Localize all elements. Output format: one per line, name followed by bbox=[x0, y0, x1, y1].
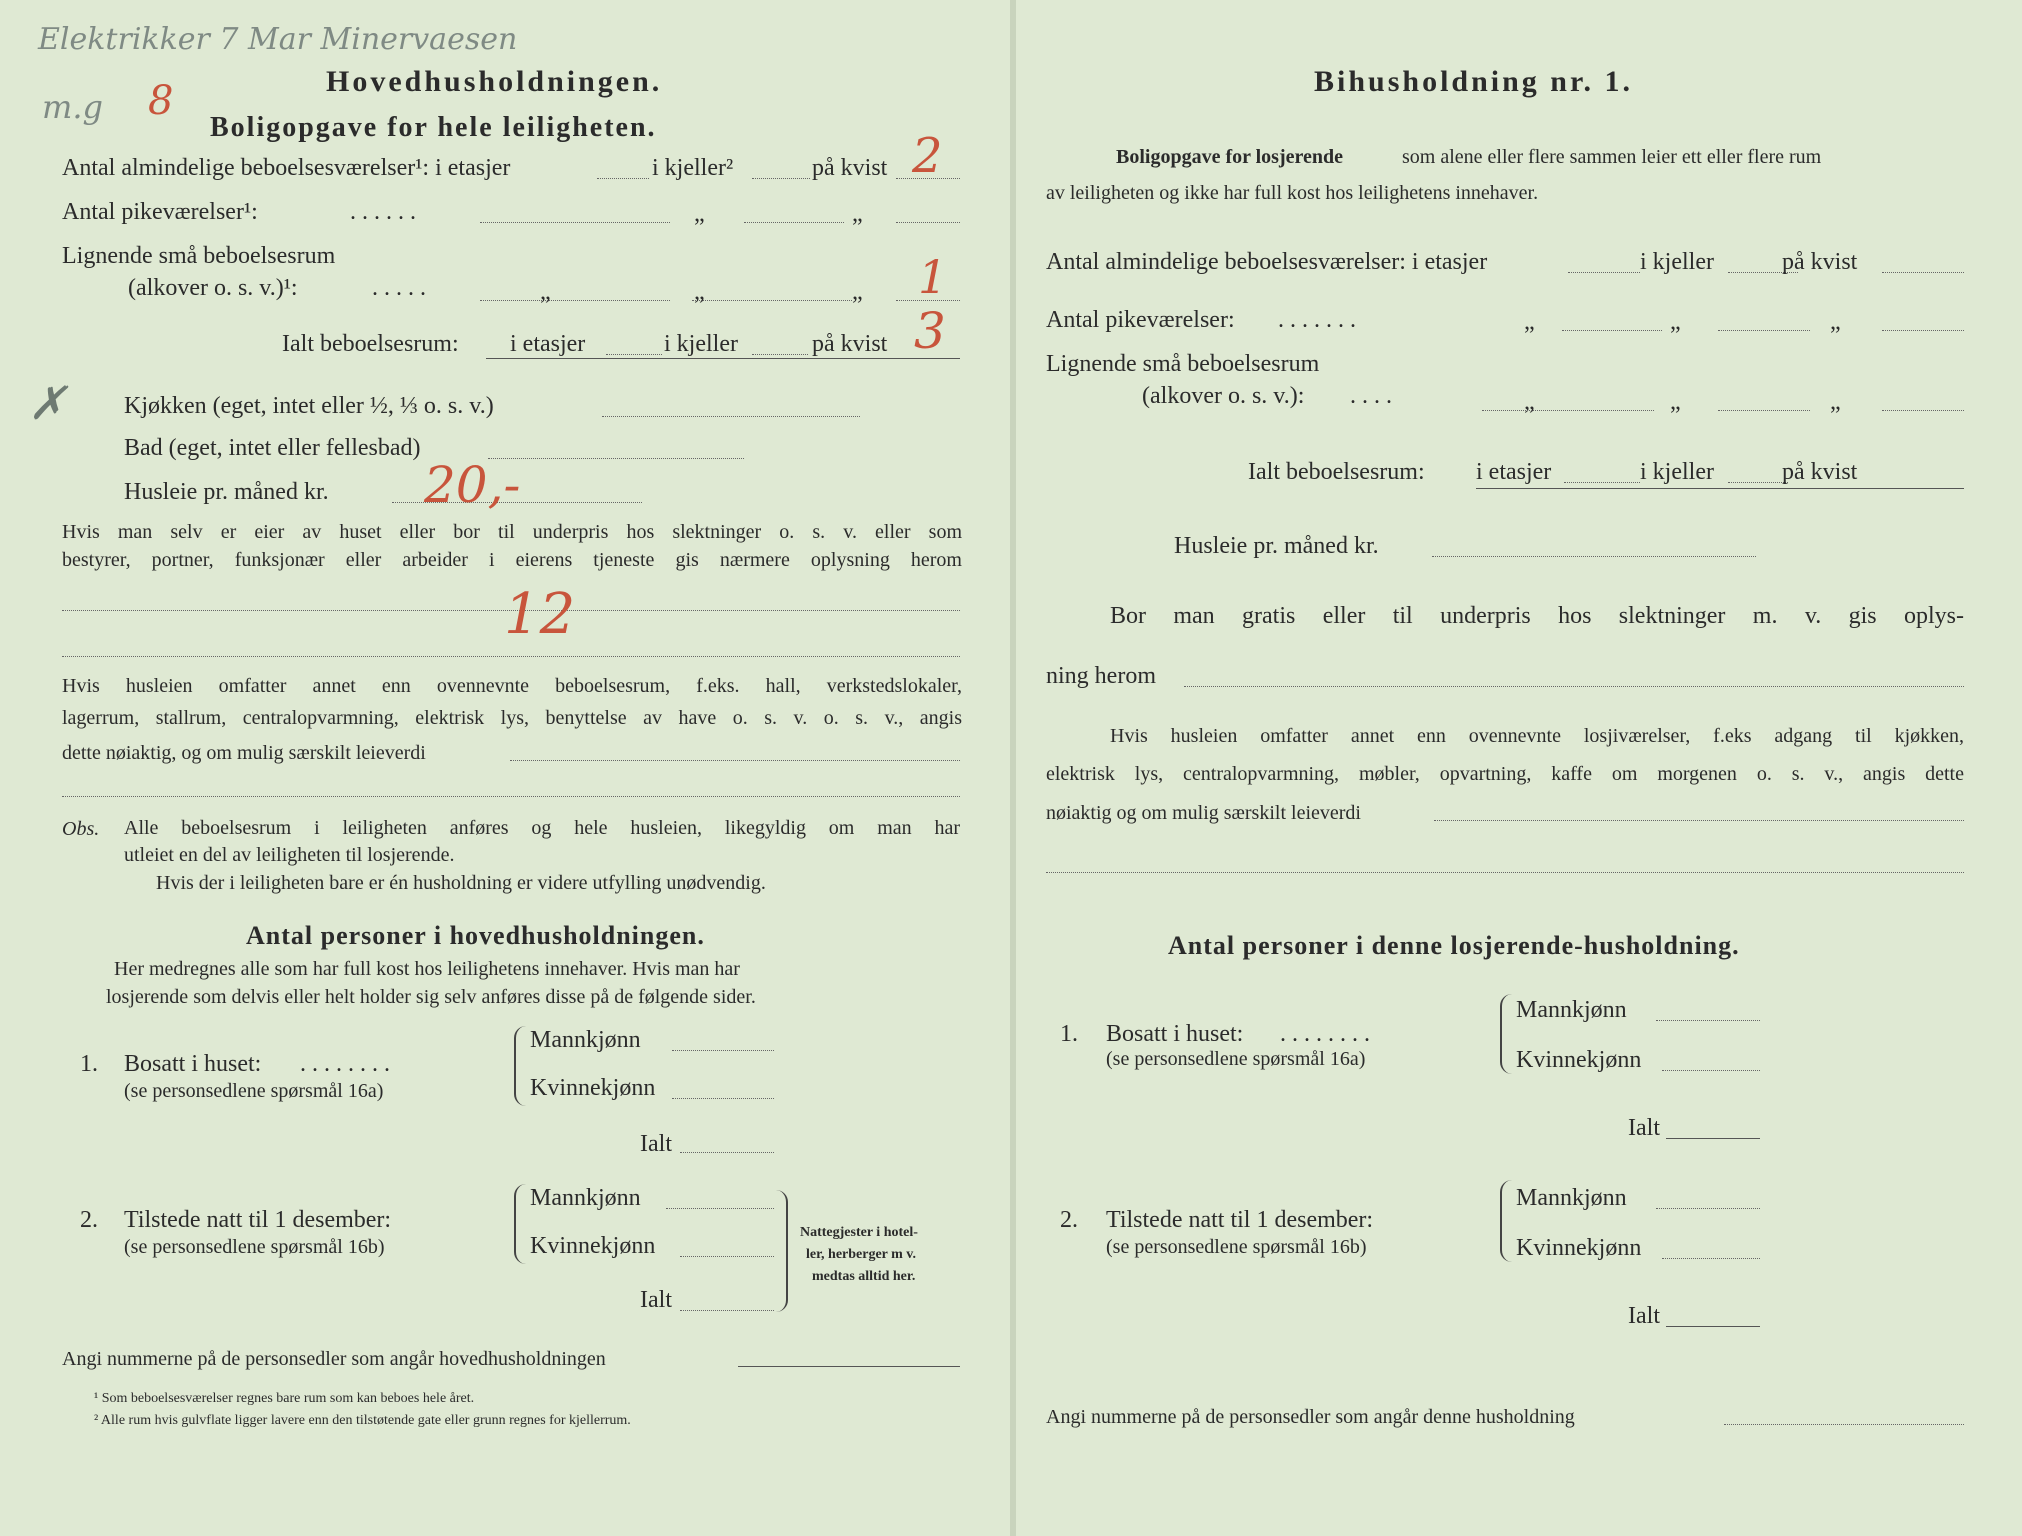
q2-sublabel: (se personsedlene spørsmål 16b) bbox=[1106, 1236, 1367, 1258]
gratis-field[interactable] bbox=[1184, 686, 1964, 687]
main-household-page bbox=[0, 0, 1010, 1536]
rooms-kvist-field[interactable] bbox=[1882, 272, 1964, 273]
extra-text-line2: lagerrum, stallrum, centralopvarmning, elektrisk lys, benyttelse av have o. s. v. o. s. v., angis bbox=[62, 707, 962, 729]
total-kvist-label: på kvist bbox=[1782, 459, 1858, 485]
extra-value-field-1[interactable] bbox=[510, 760, 960, 761]
q2-label: Tilstede natt til 1 desember: bbox=[124, 1207, 392, 1233]
kitchen-field[interactable] bbox=[602, 416, 860, 417]
obs-line2: utleiet en del av leiligheten til losjerende. bbox=[124, 844, 455, 866]
q2-number: 2. bbox=[80, 1207, 98, 1233]
q1-total-label: Ialt bbox=[1628, 1115, 1660, 1141]
total-rooms-label: Ialt beboelsesrum: bbox=[282, 331, 459, 357]
maid-rooms-dots: . . . . . . . bbox=[1278, 307, 1356, 333]
rooms-etasjer-field[interactable] bbox=[1568, 272, 1640, 273]
q2-brace bbox=[1500, 1180, 1512, 1262]
maid-rooms-label: Antal pikeværelser¹: bbox=[62, 199, 258, 225]
maid-rooms-dots: . . . . . . bbox=[350, 199, 416, 225]
extra-line3: nøiaktig og om mulig særskilt leieverdi bbox=[1046, 802, 1361, 824]
ditto-mark: „ bbox=[1524, 309, 1535, 335]
q1-dots: . . . . . . . . bbox=[1280, 1021, 1370, 1047]
q1-total-field[interactable] bbox=[680, 1152, 774, 1153]
q1-female-field[interactable] bbox=[672, 1098, 774, 1099]
q2-sublabel: (se personsedlene spørsmål 16b) bbox=[124, 1236, 385, 1258]
small-rooms-etasjer-field[interactable] bbox=[480, 300, 670, 301]
small-rooms-etasjer-field[interactable] bbox=[1482, 410, 1654, 411]
q1-sublabel: (se personsedlene spørsmål 16a) bbox=[1106, 1048, 1366, 1070]
ditto-mark: „ bbox=[694, 279, 705, 305]
extra-line1: Hvis husleien omfatter annet enn ovennevnte losjiværelser, f.eks adgang til kjøkken, bbox=[1110, 725, 1964, 747]
q2-female-field[interactable] bbox=[1662, 1258, 1760, 1259]
page-title: Hovedhusholdningen. bbox=[326, 65, 663, 98]
small-rooms-label: Lignende små beboelsesrum bbox=[1046, 351, 1320, 377]
small-rooms-kjeller-field[interactable] bbox=[692, 300, 852, 301]
ditto-mark: „ bbox=[1524, 389, 1535, 415]
maid-rooms-kjeller-field[interactable] bbox=[1718, 330, 1810, 331]
q2-male-label: Mannkjønn bbox=[530, 1185, 641, 1211]
persons-text-line2: losjerende som delvis eller helt holder sig selv anføres disse på de følgende sider. bbox=[106, 986, 756, 1008]
owner-text-line2: bestyrer, portner, funksjonær eller arbeider i eierens tjeneste gis nærmere oplysning herom bbox=[62, 549, 962, 571]
q2-male-field[interactable] bbox=[666, 1208, 774, 1209]
extra-line2: elektrisk lys, centralopvarmning, møbler, opvartning, kaffe om morgenen o. s. v., angis dette bbox=[1046, 763, 1964, 785]
numbers-field[interactable] bbox=[1724, 1424, 1964, 1425]
bath-label: Bad (eget, intet eller fellesbad) bbox=[124, 435, 421, 461]
q2-total-label: Ialt bbox=[1628, 1303, 1660, 1329]
margin-cross-mark: ✗ bbox=[28, 376, 67, 430]
footnote-1: ¹ Som beboelsesværelser regnes bare rum som kan beboes hele året. bbox=[94, 1391, 475, 1406]
handwritten-mg-number: 8 bbox=[148, 78, 174, 124]
handwritten-mg: m.g bbox=[42, 88, 103, 126]
rent-field[interactable] bbox=[1432, 556, 1756, 557]
ditto-mark: „ bbox=[852, 201, 863, 227]
q1-female-label: Kvinnekjønn bbox=[530, 1075, 656, 1101]
intro-line2: av leiligheten og ikke har full kost hos leilighetens innehaver. bbox=[1046, 182, 1539, 204]
q2-female-field[interactable] bbox=[680, 1256, 774, 1257]
page-title: Bihusholdning nr. 1. bbox=[1314, 65, 1634, 98]
q1-sublabel: (se personsedlene spørsmål 16a) bbox=[124, 1080, 384, 1102]
rooms-kjeller-label: i kjeller bbox=[1640, 249, 1714, 275]
q2-closing-brace bbox=[776, 1190, 788, 1312]
obs-label: Obs. bbox=[62, 818, 100, 840]
q1-number: 1. bbox=[1060, 1021, 1078, 1047]
persons-title: Antal personer i hovedhusholdningen. bbox=[246, 921, 705, 950]
ditto-mark: „ bbox=[852, 279, 863, 305]
ditto-mark: „ bbox=[1830, 309, 1841, 335]
night-guests-note-line3: medtas alltid her. bbox=[812, 1269, 916, 1284]
q1-dots: . . . . . . . . bbox=[300, 1051, 390, 1077]
sub-household-page bbox=[1016, 0, 2022, 1536]
numbers-label: Angi nummerne på de personsedler som angår denne husholdning bbox=[1046, 1406, 1575, 1428]
q2-total-field[interactable] bbox=[680, 1310, 774, 1311]
maid-rooms-kvist-field[interactable] bbox=[896, 222, 960, 223]
q2-total-label: Ialt bbox=[640, 1287, 672, 1313]
rooms-etasjer-field[interactable] bbox=[597, 178, 649, 179]
q1-male-label: Mannkjønn bbox=[530, 1027, 641, 1053]
q1-total-field[interactable] bbox=[1666, 1138, 1760, 1139]
ditto-mark: „ bbox=[540, 279, 551, 305]
intro-bold: Boligopgave for losjerende bbox=[1116, 146, 1344, 168]
total-kjeller-field[interactable] bbox=[1728, 482, 1788, 483]
obs-line3: Hvis der i leiligheten bare er én husholdning er videre utfylling unødvendig. bbox=[156, 872, 766, 894]
q2-female-label: Kvinnekjønn bbox=[530, 1233, 656, 1259]
extra-value-field-2[interactable] bbox=[62, 796, 960, 797]
ditto-mark: „ bbox=[1830, 389, 1841, 415]
total-etasjer-label: i etasjer bbox=[510, 331, 586, 357]
small-rooms-sublabel: (alkover o. s. v.)¹: bbox=[128, 275, 298, 301]
total-kjeller-field[interactable] bbox=[752, 354, 808, 355]
handwritten-kvist-count: 2 bbox=[912, 128, 943, 184]
extra-value-field-2[interactable] bbox=[1046, 872, 1964, 873]
total-etasjer-field[interactable] bbox=[606, 354, 662, 355]
page-subtitle: Boligopgave for hele leiligheten. bbox=[210, 112, 657, 143]
bath-field[interactable] bbox=[488, 458, 744, 459]
q1-male-label: Mannkjønn bbox=[1516, 997, 1627, 1023]
q1-male-field[interactable] bbox=[1656, 1020, 1760, 1021]
q2-male-field[interactable] bbox=[1656, 1208, 1760, 1209]
q1-brace bbox=[1500, 994, 1512, 1074]
numbers-field[interactable] bbox=[738, 1366, 960, 1367]
total-etasjer-field[interactable] bbox=[1564, 482, 1640, 483]
total-underline bbox=[486, 358, 960, 359]
q2-male-label: Mannkjønn bbox=[1516, 1185, 1627, 1211]
ditto-mark: „ bbox=[694, 201, 705, 227]
gratis-line1: Bor man gratis eller til underpris hos slektninger m. v. gis oplys- bbox=[1110, 603, 1964, 629]
small-rooms-sublabel: (alkover o. s. v.): bbox=[1142, 383, 1305, 409]
ditto-mark: „ bbox=[1670, 389, 1681, 415]
owner-info-field-2[interactable] bbox=[62, 656, 960, 657]
small-rooms-kjeller-field[interactable] bbox=[1718, 410, 1810, 411]
q2-brace bbox=[514, 1184, 526, 1264]
rooms-kvist-label: på kvist bbox=[812, 155, 888, 181]
q1-label: Bosatt i huset: bbox=[124, 1051, 262, 1077]
q2-label: Tilstede natt til 1 desember: bbox=[1106, 1207, 1374, 1233]
total-underline bbox=[1476, 488, 1964, 489]
handwritten-alkover-count: 1 bbox=[918, 250, 948, 304]
total-kjeller-label: i kjeller bbox=[664, 331, 738, 357]
footnote-2: ² Alle rum hvis gulvflate ligger lavere enn den tilstøtende gate eller grunn regnes for kjellerrum. bbox=[94, 1413, 631, 1428]
rent-label: Husleie pr. måned kr. bbox=[1174, 533, 1379, 559]
q1-brace bbox=[514, 1026, 526, 1106]
q1-label: Bosatt i huset: bbox=[1106, 1021, 1244, 1047]
small-rooms-label: Lignende små beboelsesrum bbox=[62, 243, 336, 269]
rooms-kjeller-label: i kjeller² bbox=[652, 155, 734, 181]
maid-rooms-kvist-field[interactable] bbox=[1882, 330, 1964, 331]
total-rooms-label: Ialt beboelsesrum: bbox=[1248, 459, 1425, 485]
rent-label: Husleie pr. måned kr. bbox=[124, 479, 329, 505]
small-rooms-dots: . . . . bbox=[1350, 383, 1392, 409]
q2-female-label: Kvinnekjønn bbox=[1516, 1235, 1642, 1261]
rooms-label: Antal almindelige beboelsesværelser¹: i etasjer bbox=[62, 155, 511, 181]
q1-male-field[interactable] bbox=[672, 1050, 774, 1051]
owner-text-line1: Hvis man selv er eier av huset eller bor til underpris hos slektninger o. s. v. eller som bbox=[62, 521, 962, 543]
maid-rooms-etasjer-field[interactable] bbox=[480, 222, 670, 223]
obs-line1: Alle beboelsesrum i leiligheten anføres og hele husleien, likegyldig om man har bbox=[124, 817, 960, 839]
q2-number: 2. bbox=[1060, 1207, 1078, 1233]
total-etasjer-label: i etasjer bbox=[1476, 459, 1552, 485]
maid-rooms-kjeller-field[interactable] bbox=[744, 222, 844, 223]
handwritten-rent: 20,- bbox=[424, 456, 521, 514]
night-guests-note-line1: Nattegjester i hotel- bbox=[800, 1225, 918, 1240]
numbers-label: Angi nummerne på de personsedler som angår hovedhusholdningen bbox=[62, 1348, 606, 1370]
handwritten-note-number: 12 bbox=[504, 582, 576, 647]
gratis-line2: ning herom bbox=[1046, 663, 1156, 689]
q1-female-field[interactable] bbox=[1662, 1070, 1760, 1071]
handwritten-ialt-kvist: 3 bbox=[914, 302, 946, 360]
extra-value-field-1[interactable] bbox=[1434, 820, 1964, 821]
extra-text-line3: dette nøiaktig, og om mulig særskilt leieverdi bbox=[62, 742, 426, 764]
rooms-label: Antal almindelige beboelsesværelser: i etasjer bbox=[1046, 249, 1488, 275]
persons-text-line1: Her medregnes alle som har full kost hos leilighetens innehaver. Hvis man har bbox=[114, 958, 740, 980]
small-rooms-dots: . . . . . bbox=[372, 275, 426, 301]
maid-rooms-label: Antal pikeværelser: bbox=[1046, 307, 1235, 333]
rooms-kvist-label: på kvist bbox=[1782, 249, 1858, 275]
extra-text-line1: Hvis husleien omfatter annet enn ovennevnte beboelsesrum, f.eks. hall, verkstedslokaler, bbox=[62, 675, 962, 697]
maid-rooms-etasjer-field[interactable] bbox=[1562, 330, 1662, 331]
total-kvist-label: på kvist bbox=[812, 331, 888, 357]
ditto-mark: „ bbox=[1670, 309, 1681, 335]
handwritten-header-note: Elektrikker 7 Mar Minervaesen bbox=[38, 22, 518, 57]
q1-female-label: Kvinnekjønn bbox=[1516, 1047, 1642, 1073]
kitchen-label: Kjøkken (eget, intet eller ½, ⅓ o. s. v.) bbox=[124, 393, 494, 419]
persons-title: Antal personer i denne losjerende-husholdning. bbox=[1168, 931, 1740, 960]
q1-number: 1. bbox=[80, 1051, 98, 1077]
q1-total-label: Ialt bbox=[640, 1131, 672, 1157]
total-kjeller-label: i kjeller bbox=[1640, 459, 1714, 485]
q2-total-field[interactable] bbox=[1666, 1326, 1760, 1327]
small-rooms-kvist-field[interactable] bbox=[1882, 410, 1964, 411]
intro-line1: som alene eller flere sammen leier ett eller flere rum bbox=[1402, 146, 1822, 168]
rooms-kjeller-field[interactable] bbox=[752, 178, 810, 179]
night-guests-note-line2: ler, herberger m v. bbox=[806, 1247, 917, 1262]
